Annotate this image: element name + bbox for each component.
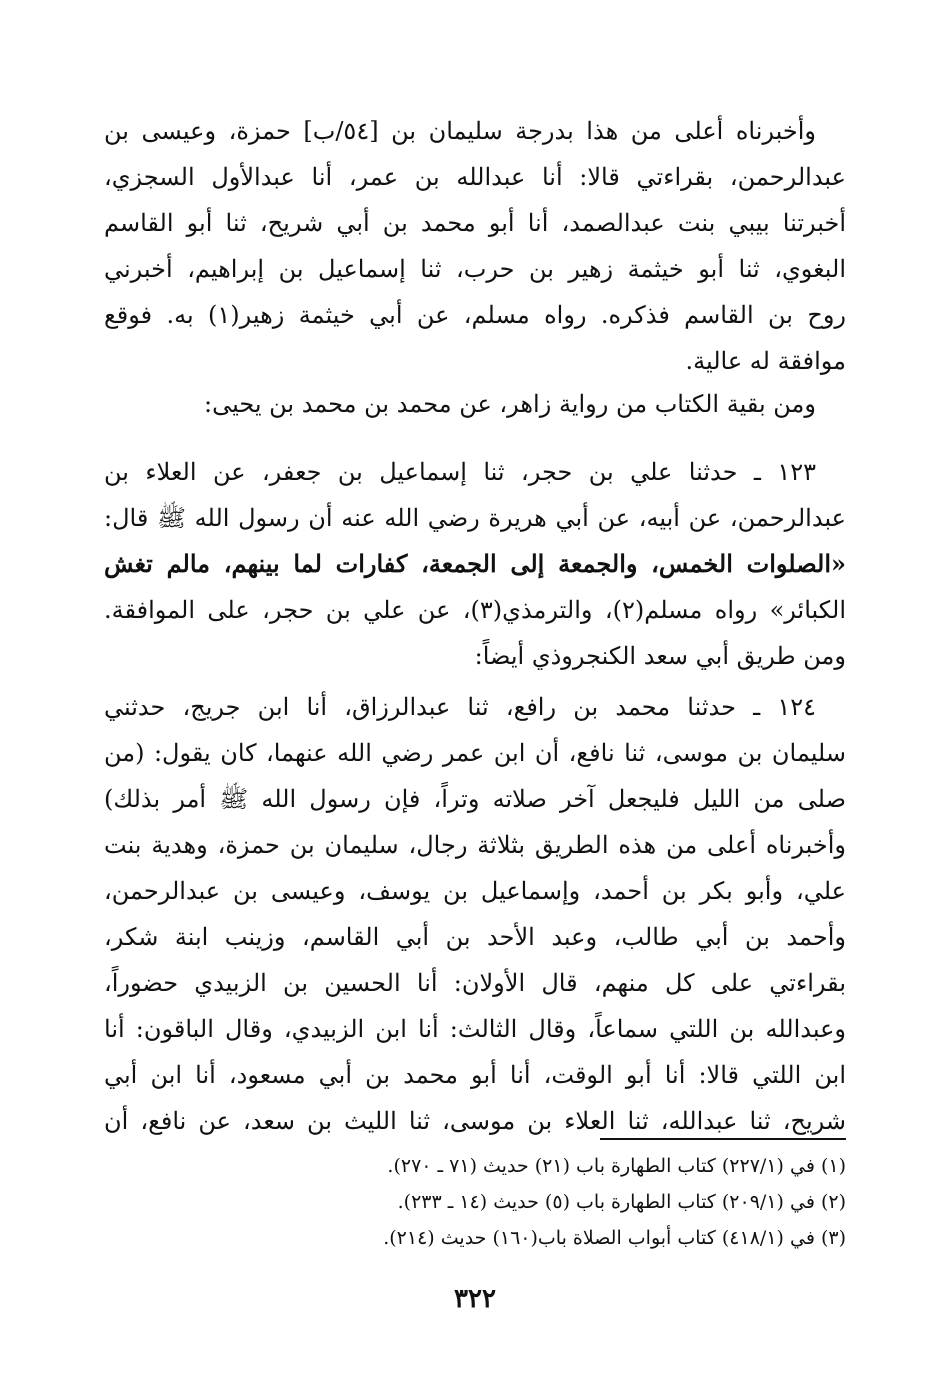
text-line: وأخبرناه أعلى من هذه الطريق بثلاثة رجال، سليمان بن حمزة، وهدية بنت xyxy=(104,831,846,859)
footnotes xyxy=(104,1148,846,1256)
footnote: (٣) في (٤١٨/١) كتاب أبواب الصلاة باب(١٦٠) حديث (٢١٤). xyxy=(383,1227,846,1249)
footnote: (١) في (٢٢٧/١) كتاب الطهارة باب (٢١) حديث (٧١ ـ ٢٧٠). xyxy=(387,1155,846,1177)
text-line: عبدالرحمن، عن أبيه، عن أبي هريرة رضي الله عنه أن رسول الله ﷺ قال: xyxy=(104,504,846,532)
text-line: روح بن القاسم فذكره. رواه مسلم، عن أبي خيثمة زهير(١) به. فوقع xyxy=(104,301,846,329)
text-line: وعبدالله بن اللتي سماعاً، وقال الثالث: أنا ابن الزبيدي، وقال الباقون: أنا xyxy=(104,1015,846,1043)
paragraph-transition xyxy=(104,381,846,427)
hadith-124 xyxy=(104,684,846,1144)
text-line: الكبائر» رواه مسلم(٢)، والترمذي(٣)، عن علي بن حجر، على الموافقة. xyxy=(104,596,846,624)
book-page xyxy=(104,108,846,1338)
text-line: ابن اللتي قالا: أنا أبو الوقت، أنا أبو محمد بن أبي مسعود، أنا ابن أبي xyxy=(104,1061,846,1089)
text-line: عبدالرحمن، بقراءتي قالا: أنا عبدالله بن عمر، أنا عبدالأول السجزي، xyxy=(104,163,846,191)
text-line: بقراءتي على كل منهم، قال الأولان: أنا الحسين بن الزبيدي حضوراً، xyxy=(104,969,846,997)
text-line: علي، وأبو بكر بن أحمد، وإسماعيل بن يوسف، وعيسى بن عبدالرحمن، xyxy=(104,877,846,905)
text-line: صلى من الليل فليجعل آخر صلاته وتراً، فإن رسول الله ﷺ أمر بذلك) xyxy=(104,785,846,813)
text-line: ١٢٤ ـ حدثنا محمد بن رافع، ثنا عبدالرزاق، أنا ابن جريج، حدثني xyxy=(104,693,816,721)
text-line: وأخبرناه أعلى من هذا بدرجة سليمان بن [٥٤/ب] حمزة، وعيسى بن xyxy=(104,117,817,145)
hadith-matn-line: «الصلوات الخمس، والجمعة إلى الجمعة، كفارات لما بينهم، مالم تغش xyxy=(104,549,846,578)
text-line: وأحمد بن أبي طالب، وعبد الأحد بن أبي القاسم، وزينب ابنة شكر، xyxy=(104,923,846,951)
text-line: شريح، ثنا عبدالله، ثنا العلاء بن موسى، ثنا الليث بن سعد، عن نافع، أن xyxy=(104,1107,846,1135)
text-line: ١٢٣ ـ حدثنا علي بن حجر، ثنا إسماعيل بن جعفر، عن العلاء بن xyxy=(104,458,816,486)
text-line: موافقة له عالية. xyxy=(685,347,846,375)
footnote-separator xyxy=(600,1138,846,1140)
paragraph-intro xyxy=(104,108,846,384)
text-line: ومن طريق أبي سعد الكنجروذي أيضاً: xyxy=(474,642,846,670)
hadith-123 xyxy=(104,449,846,679)
footnote: (٢) في (٢٠٩/١) كتاب الطهارة باب (٥) حديث (١٤ ـ ٢٣٣). xyxy=(397,1191,846,1213)
page-number: ٣٢٢ xyxy=(454,1284,496,1314)
text-line: ومن بقية الكتاب من رواية زاهر، عن محمد بن محمد بن يحيى: xyxy=(204,390,816,418)
text-line: سليمان بن موسى، ثنا نافع، أن ابن عمر رضي الله عنهما، كان يقول: (من xyxy=(104,739,846,767)
text-line: أخبرتنا بيبي بنت عبدالصمد، أنا أبو محمد بن أبي شريح، ثنا أبو القاسم xyxy=(104,209,846,237)
text-line: البغوي، ثنا أبو خيثمة زهير بن حرب، ثنا إسماعيل بن إبراهيم، أخبرني xyxy=(104,255,846,283)
